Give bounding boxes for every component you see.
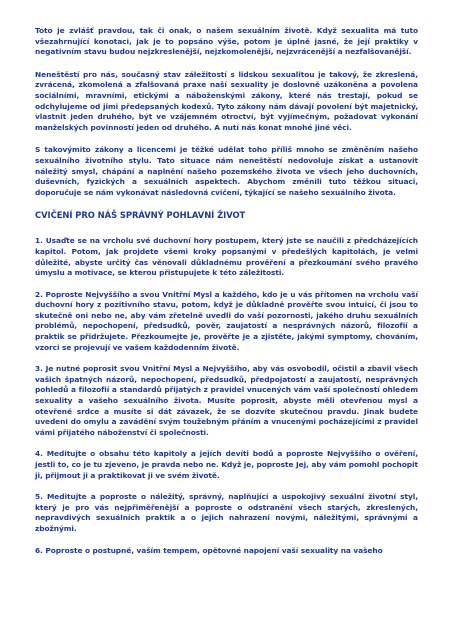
exercise-step-2: 2. Poproste Nejvyššího a svou Vnitřní Mysl a každého, kdo je u vás přítomen na vrcholu vaší duchovní hory z pozitivního stavu, potom, když je důkladně prověřte svou intuicí, či jsou to skutečně oni nebo ne, aby vám zřetelně uvedli do vaší pozornosti, jakého druhu sexuálních problémů, nepochopení, předsudků, pověr, zaujatostí a nesprávných názorů, filozofií a praktik se přidržujete. Přezkoumejte je, prověřte je a zjistěte, jakými symptomy, chováním, vzorci se projevují ve vašem každodenním životě. [35, 289, 418, 352]
exercise-step-5: 5. Meditujte a poproste o náležitý, správný, naplňující a uspokojivý sexuální životní styl, který je pro vás nejpřiměřenější a poproste o odstranění všech starých, zkreslených, nepravdivých sexuálních praktik a o jejich nahrazení novými, náležitými, správnými a zbožnými. [35, 492, 418, 533]
exercise-step-6: 6. Poproste o postupné, vaším tempem, opětovné napojení vaší sexuality na vašeho [35, 545, 383, 555]
document-page [35, 26, 418, 567]
exercise-step-3: 3. Je nutné poprosit svou Vnitřní Mysl a Nejvyššího, aby vás osvobodil, očistil a zbavil všech vašich špatných názorů, nepochopení, předsudků, předpojatostí a zaujatostí, nesprávných pohledů a filozofií a standardů přijatých z pravidel vnucených vám vaší společností ohledem sexuality a vašeho sexuálního života. Musíte poprosit, abyste měli otevřenou mysl a otevřené srdce a musíte si dát závazek, že se dozvíte skutečnou pravdu. Jinak budete uvedeni do omylu a zavádění svým toužebným přáním a vnucenými pocházejícími z pravidel vámi přijatého náboženství či společnosti. [35, 364, 418, 437]
exercise-step-1: 1. Usaďte se na vrcholu své duchovní hory postupem, který jste se naučili z předcházejících kapitol. Potom, jak projdete všemi kroky popsanými v předešlých kapitolách, je velmi důležité, abyste určitý čas věnovali důkladnému prověření a přezkoumání svého pravého úmyslu a motivace, se kterou přistupujete k této záležitosti. [35, 236, 418, 278]
paragraph-1: Toto je zvlášť pravdou, tak či onak, o našem sexuálním životě. Když sexualita má tuto všezahrnující konotaci, jak je to popsáno výše, potom je úplně jasné, že její praktiky v negativním stavu budou nejzkreslenější, nejzkomolenější, nejzvrácenější a nezfalšovanější. [35, 26, 418, 57]
exercise-step-4: 4. Meditujte o obsahu této kapitoly a jejích devíti bodů a poproste Nejvyššího o ověření, jestli to, co je tu zjeveno, je pravda nebo ne. Když je, poproste Jej, aby vám pomohl pochopit ji, přijmout ji a praktikovat ji ve svém životě. [35, 449, 418, 480]
paragraph-3: S takovýmito zákony a licencemi je těžké udělat toho příliš mnoho se změněním našeho sexuálního životního stylu. Tato situace nám neneštěstí nedovoluje získat a ustanovit náležitý smysl, chápání a naplnění našeho pozemského života ve všech jeho duchovních, duševních, fyzických a sexuálních aspektech. Abychom změnili tuto těžkou situaci, doporučuje se nám vykonávat následovná cvičení, týkající se našeho sexuálního života. [35, 145, 418, 197]
section-heading: CVIČENÍ PRO NÁŠ SPRÁVNÝ POHLAVNÍ ŽIVOT [35, 210, 246, 221]
paragraph-2: Neneštěstí pro nás, současný stav záležitostí s lidskou sexualitou je takový, že zkreslená, zvrácená, zkomolená a zfalšovaná praxe naší sexuality je doslovně uzákoněna a povolena sociálními, mravními, etickými a náboženskými zákony, které nás trestají, pokud se odchylujeme od jimi předepsaných kodexů. Tyto zákony nám dávají povolení být majetnický, vlastnit jeden druhého, být ve vzájemném otroctví, být vyjímečným, požadovat vykonání manželských povinností jeden od druhého. A nutí nás konat mnohé jiné věci. [35, 69, 418, 132]
